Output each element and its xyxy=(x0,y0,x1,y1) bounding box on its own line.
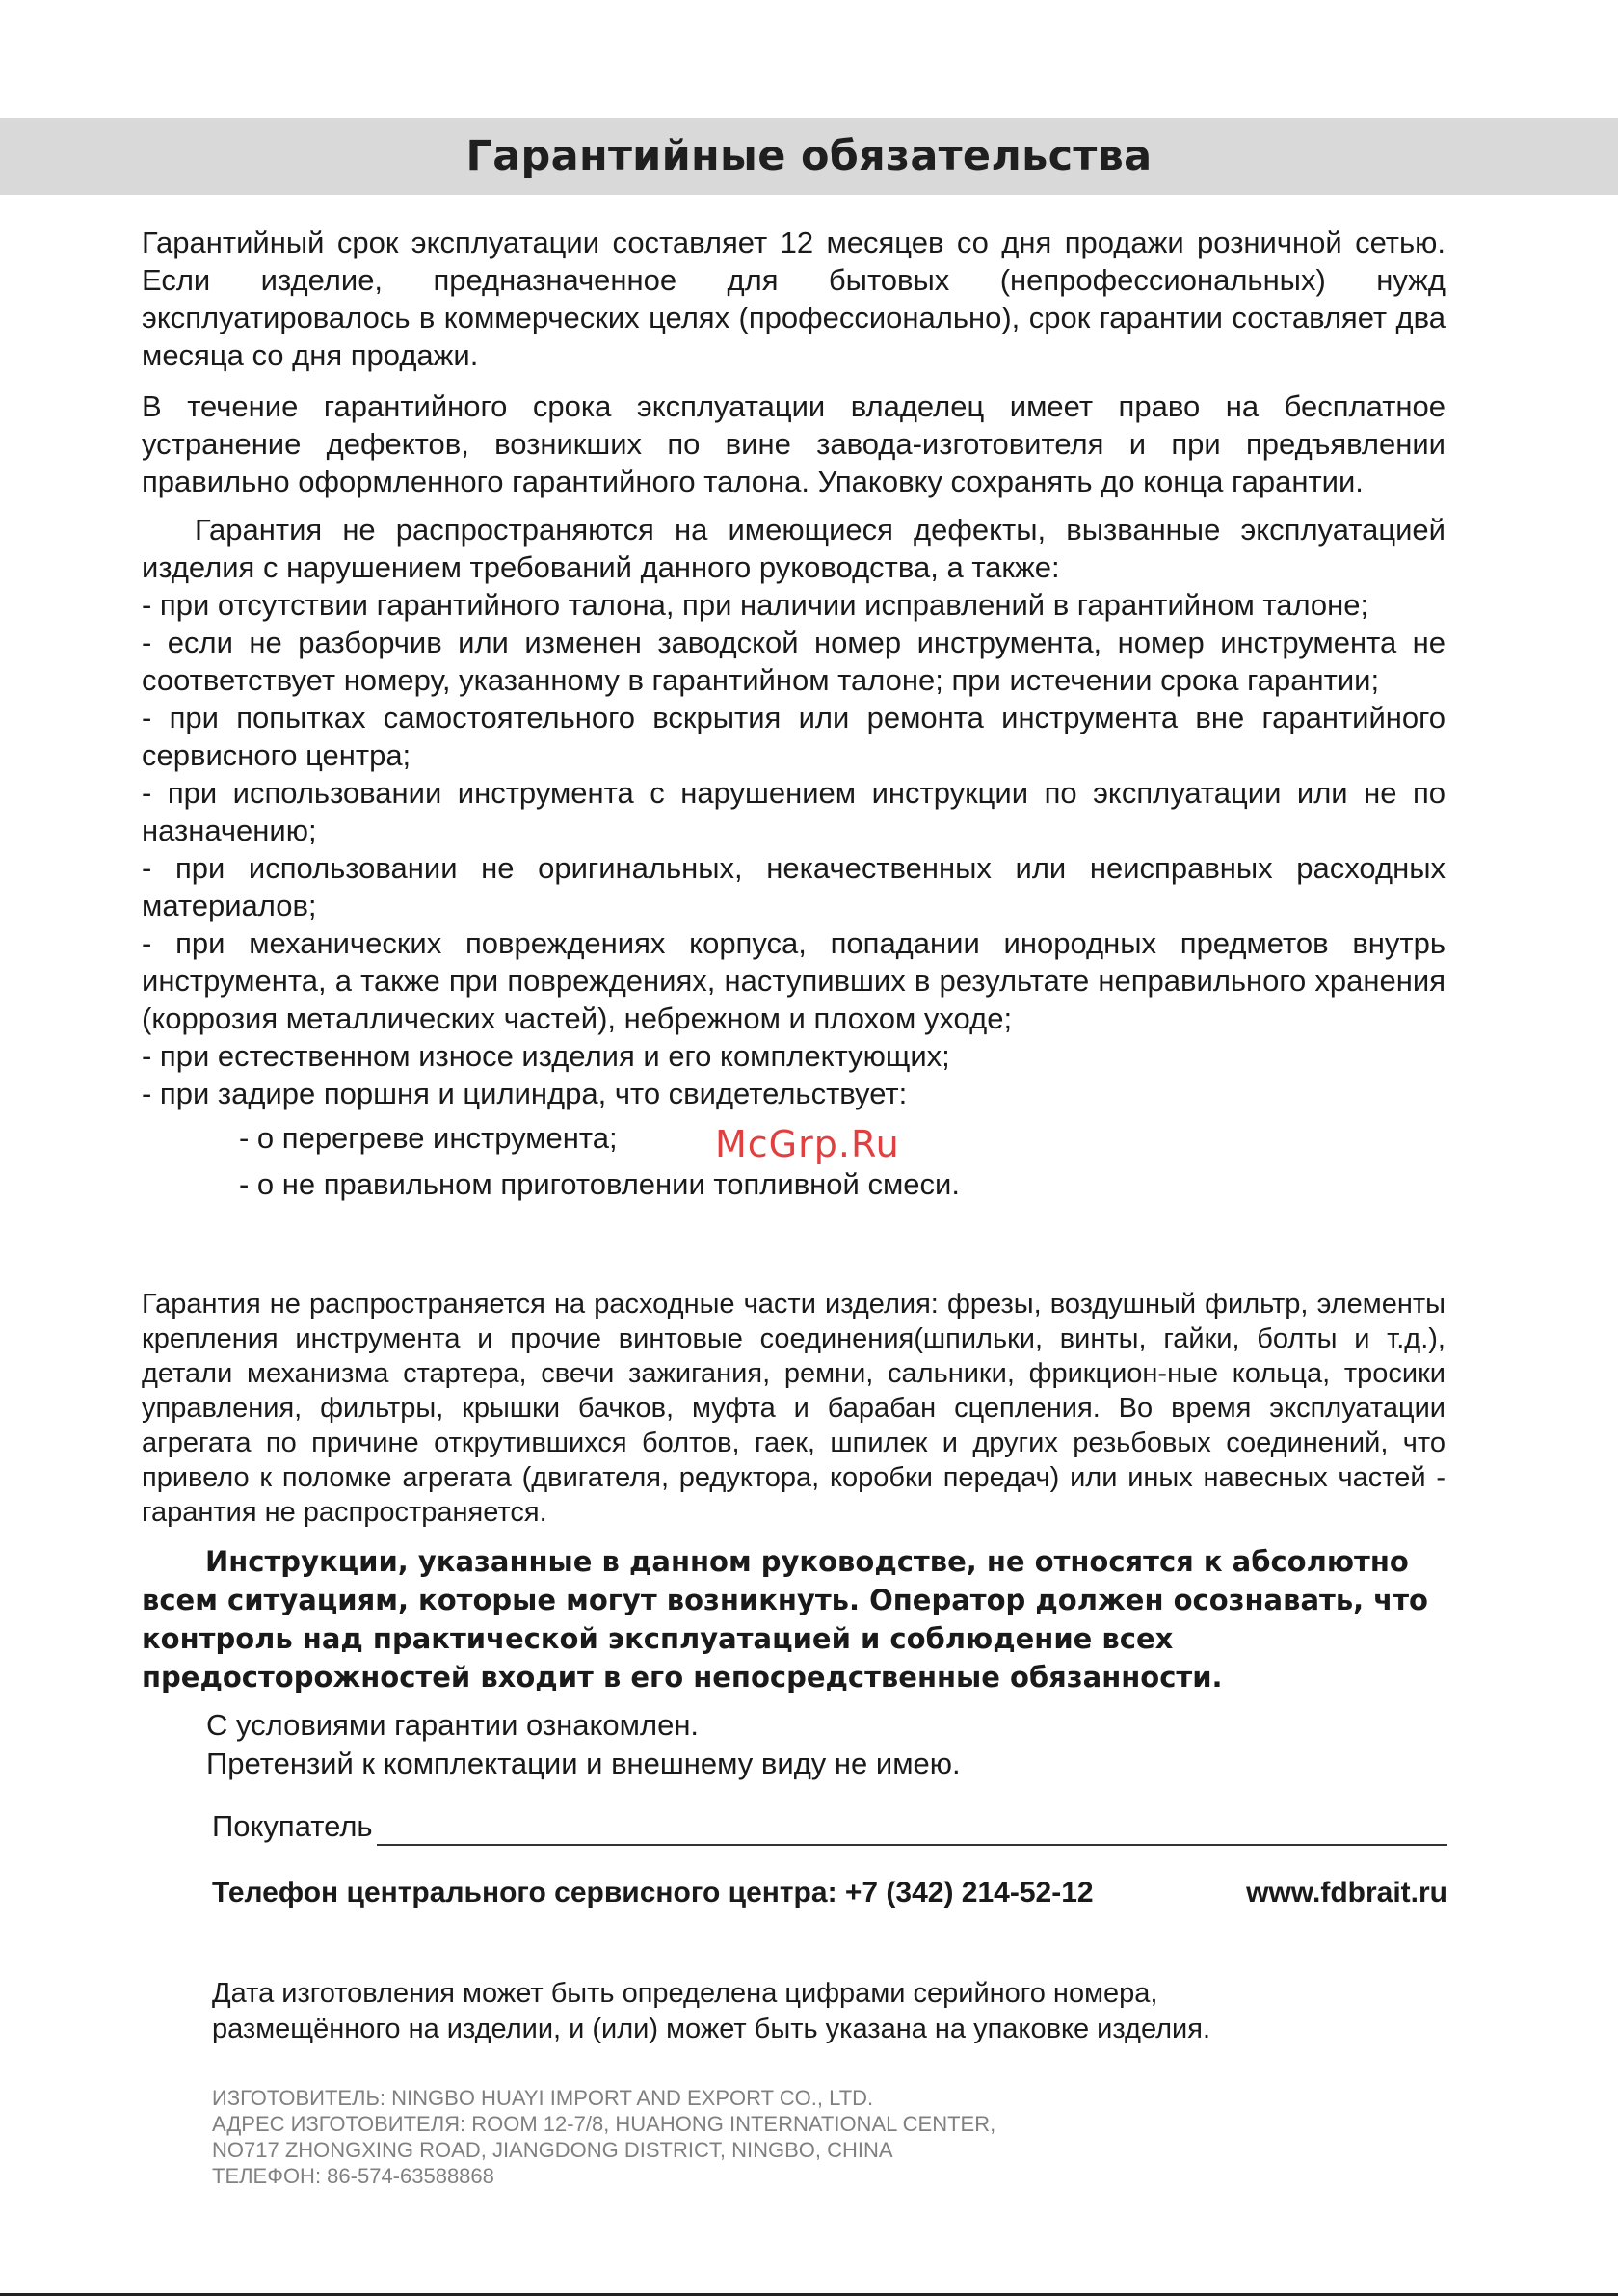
operator-notice-text: Инструкции, указанные в данном руководстве, не относятся к абсолютно всем ситуациям, которые могут возникнуть. Оператор должен осознавать, что контроль над практической эксплуатацией и соблюдение всех предосторожностей входит в его непосредственные обязанности. xyxy=(142,1545,1428,1694)
exclusion-item: - при механических повреждениях корпуса, попадании инородных предметов внутрь инструмента, а также при повреждениях, наступивших в результате неправильного хранения (коррозия металлических частей), небрежном и плохом уходе; xyxy=(142,926,1446,1035)
manufacture-date-line: Дата изготовления может быть определена цифрами серийного номера, xyxy=(212,1978,1158,2009)
manufacturer-line: АДРЕС ИЗГОТОВИТЕЛЯ: ROOM 12-7/8, HUAHONG INTERNATIONAL CENTER, xyxy=(212,2112,996,2136)
manufacture-date-note xyxy=(212,1976,1417,2047)
buyer-signature-row xyxy=(212,1807,1447,1846)
service-phone: Телефон центрального сервисного центра: +7 (342) 214-52-12 xyxy=(212,1877,1094,1909)
manufacturer-line: NO717 ZHONGXING ROAD, JIANGDONG DISTRICT, NINGBO, CHINA xyxy=(212,2138,893,2162)
exclusion-item: - при задире поршня и цилиндра, что свидетельствует: xyxy=(142,1077,908,1110)
operator-notice xyxy=(142,1542,1433,1696)
manufacture-date-line: размещённого на изделии, и (или) может быть указана на упаковке изделия. xyxy=(212,2014,1210,2044)
contact-row xyxy=(212,1874,1447,1912)
warranty-rights-section xyxy=(142,387,1446,500)
exclusion-sub-item: - о не правильном приготовлении топливной смеси. xyxy=(239,1167,960,1201)
exclusion-item: - если не разборчив или изменен заводской номер инструмента, номер инструмента не соответствует номеру, указанному в гарантийном талоне; при истечении срока гарантии; xyxy=(142,626,1446,697)
watermark: McGrp.Ru xyxy=(715,1123,900,1165)
title-band xyxy=(0,118,1618,195)
exclusions-lead: Гарантия не распространяются на имеющиеся дефекты, вызванные эксплуатацией изделия с нарушением требований данного руководства, а также: xyxy=(142,513,1446,584)
exclusion-item: - при отсутствии гарантийного талона, при наличии исправлений в гарантийном талоне; xyxy=(142,588,1369,622)
exclusion-item: - при попытках самостоятельного вскрытия или ремонта инструмента вне гарантийного сервисного центра; xyxy=(142,701,1446,772)
page-title: Гарантийные обязательства xyxy=(465,132,1153,180)
manufacturer-line: ИЗГОТОВИТЕЛЬ: NINGBO HUAYI IMPORT AND EXPORT CO., LTD. xyxy=(212,2086,874,2110)
exclusions-section xyxy=(142,511,1446,1205)
buyer-label: Покупатель xyxy=(212,1809,373,1843)
acknowledgement-line: С условиями гарантии ознакомлен. xyxy=(206,1708,700,1742)
consumables-paragraph: Гарантия не распространяется на расходные части изделия: фрезы, воздушный фильтр, элементы крепления инструмента и прочие винтовые соединения(шпильки, винты, гайки, болты и т.д.), детали механизма стартера, свечи зажигания, ремни, сальники, фрикцион-ные кольца, тросики управления, фильтры, крышки бачков, муфта и барабан сцепления. Во время эксплуатации агрегата по причине открутившихся болтов, гаек, шпилек и других резьбовых соединений, что привело к поломке агрегата (двигателя, редуктора, коробки передач) или иных навесных частей - гарантия не распространяется. xyxy=(142,1289,1446,1528)
manufacturer-info xyxy=(212,2085,1417,2189)
exclusion-sub-item: - о перегреве инструмента; xyxy=(239,1121,618,1155)
warranty-rights-paragraph: В течение гарантийного срока эксплуатации владелец имеет право на бесплатное устранение дефектов, возникших по вине завода-изготовителя и при предъявлении правильно оформленного гарантийного талона. Упаковку сохранять до конца гарантии. xyxy=(142,389,1446,498)
acknowledgement-block xyxy=(206,1706,1363,1783)
warranty-term-paragraph: Гарантийный срок эксплуатации составляет 12 месяцев со дня продажи розничной сетью. Если изделие, предназначенное для бытовых (непрофессиональных) нужд эксплуатировалось в коммерческих целях (профессионально), срок гарантии составляет два месяца со дня продажи. xyxy=(142,226,1446,372)
manufacturer-line: ТЕЛЕФОН: 86-574-63588868 xyxy=(212,2164,494,2188)
acknowledgement-line: Претензий к комплектации и внешнему виду не имею. xyxy=(206,1747,961,1780)
exclusion-item: - при использовании инструмента с нарушением инструкции по эксплуатации или не по назначению; xyxy=(142,776,1446,847)
exclusion-item: - при естественном износе изделия и его комплектующих; xyxy=(142,1039,950,1073)
buyer-signature-line[interactable] xyxy=(377,1815,1447,1846)
exclusion-item: - при использовании не оригинальных, некачественных или неисправных расходных материалов; xyxy=(142,851,1446,922)
website-link[interactable]: www.fdbrait.ru xyxy=(1246,1877,1447,1909)
warranty-term-section xyxy=(142,224,1446,374)
